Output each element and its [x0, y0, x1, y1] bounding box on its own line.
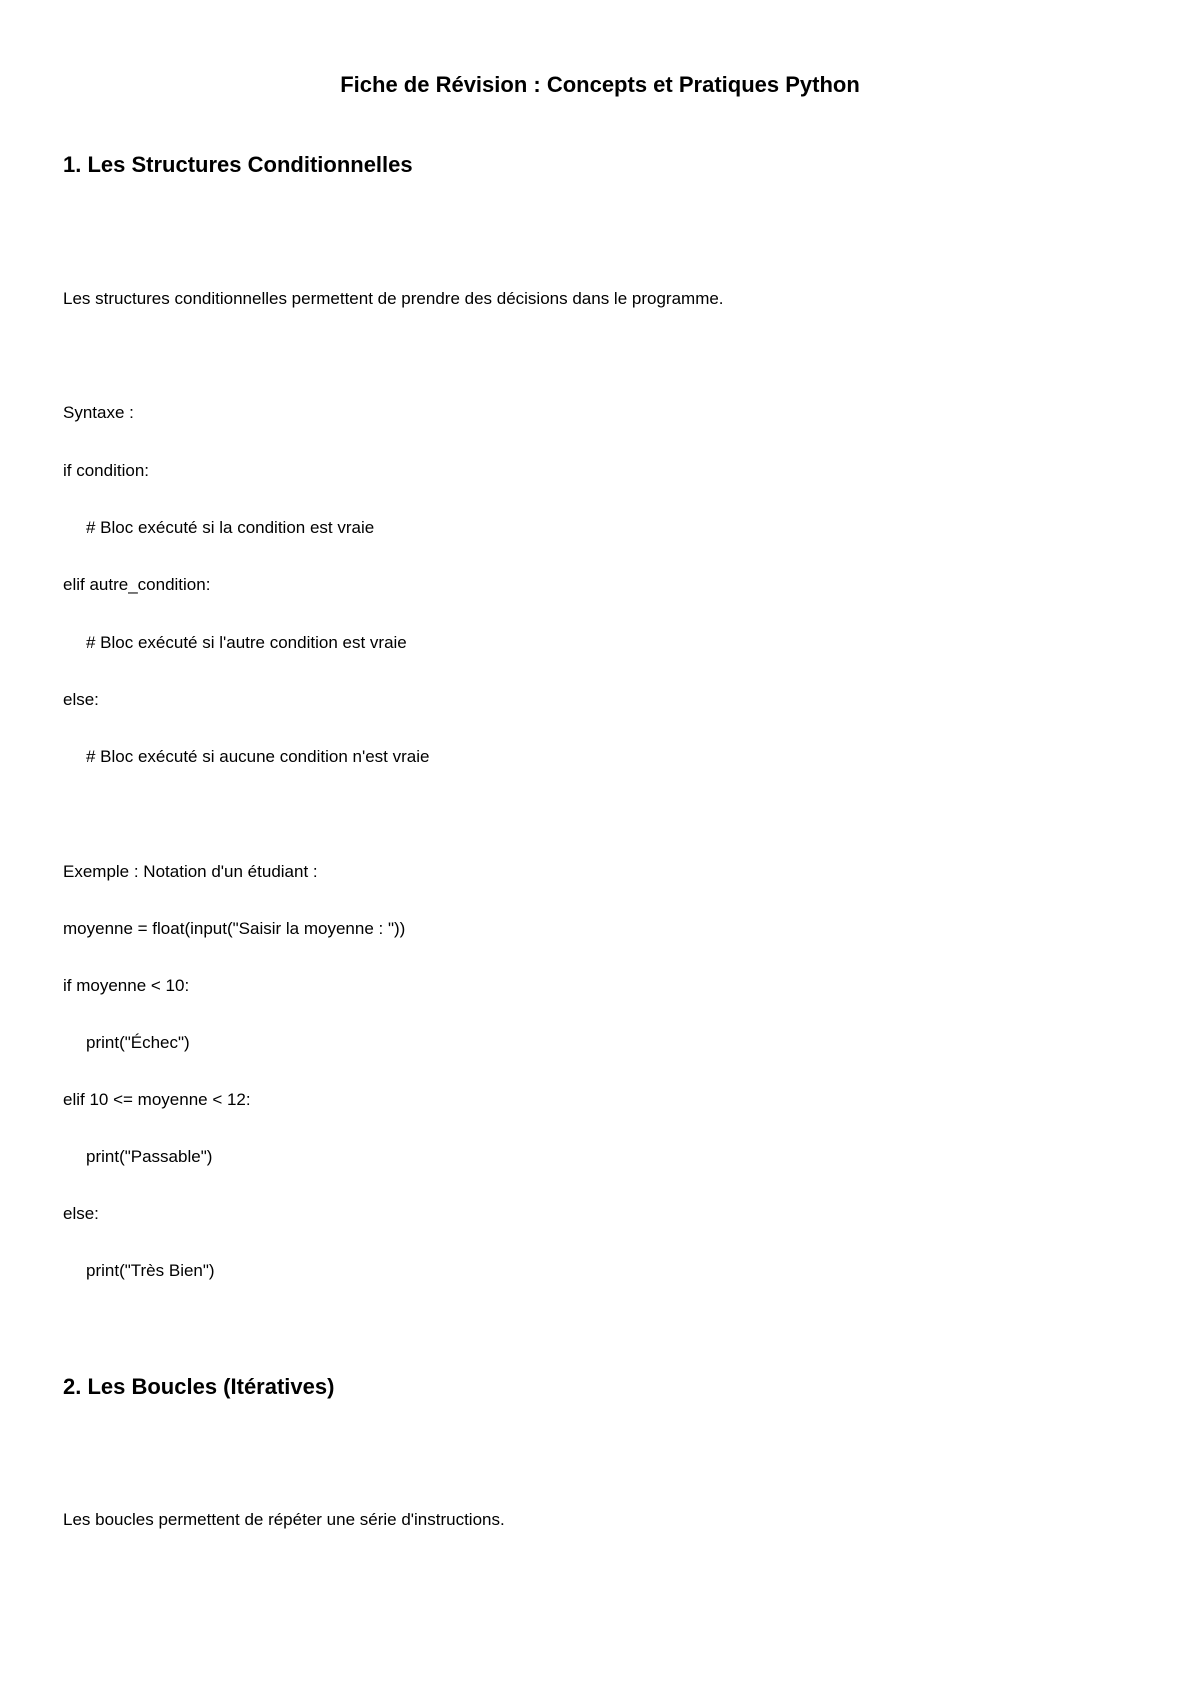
syntax-label: Syntaxe :	[63, 403, 134, 422]
syntax-line-else: else:	[63, 690, 99, 709]
example-line-input: moyenne = float(input("Saisir la moyenne : "))	[63, 919, 406, 938]
syntax-line-elif: elif autre_condition:	[63, 575, 211, 594]
example-line-print-tres-bien: print("Très Bien")	[86, 1261, 215, 1280]
example-line-if: if moyenne < 10:	[63, 976, 190, 995]
example-line-else: else:	[63, 1204, 99, 1223]
syntax-line-comment-else: # Bloc exécuté si aucune condition n'est vraie	[86, 747, 430, 766]
example-line-print-passable: print("Passable")	[86, 1147, 213, 1166]
syntax-line-comment-if: # Bloc exécuté si la condition est vraie	[86, 518, 375, 537]
section-1-intro: Les structures conditionnelles permettent de prendre des décisions dans le programme.	[63, 289, 724, 308]
section-1-heading: 1. Les Structures Conditionnelles	[63, 152, 413, 177]
syntax-line-comment-elif: # Bloc exécuté si l'autre condition est vraie	[86, 633, 407, 652]
section-2-heading: 2. Les Boucles (Itératives)	[63, 1374, 335, 1399]
syntax-line-if: if condition:	[63, 461, 149, 480]
example-line-elif: elif 10 <= moyenne < 12:	[63, 1090, 251, 1109]
example-line-print-echec: print("Échec")	[86, 1033, 190, 1052]
example-label: Exemple : Notation d'un étudiant :	[63, 862, 318, 881]
section-2-intro: Les boucles permettent de répéter une série d'instructions.	[63, 1510, 505, 1529]
document-title: Fiche de Révision : Concepts et Pratiques Python	[340, 72, 860, 97]
